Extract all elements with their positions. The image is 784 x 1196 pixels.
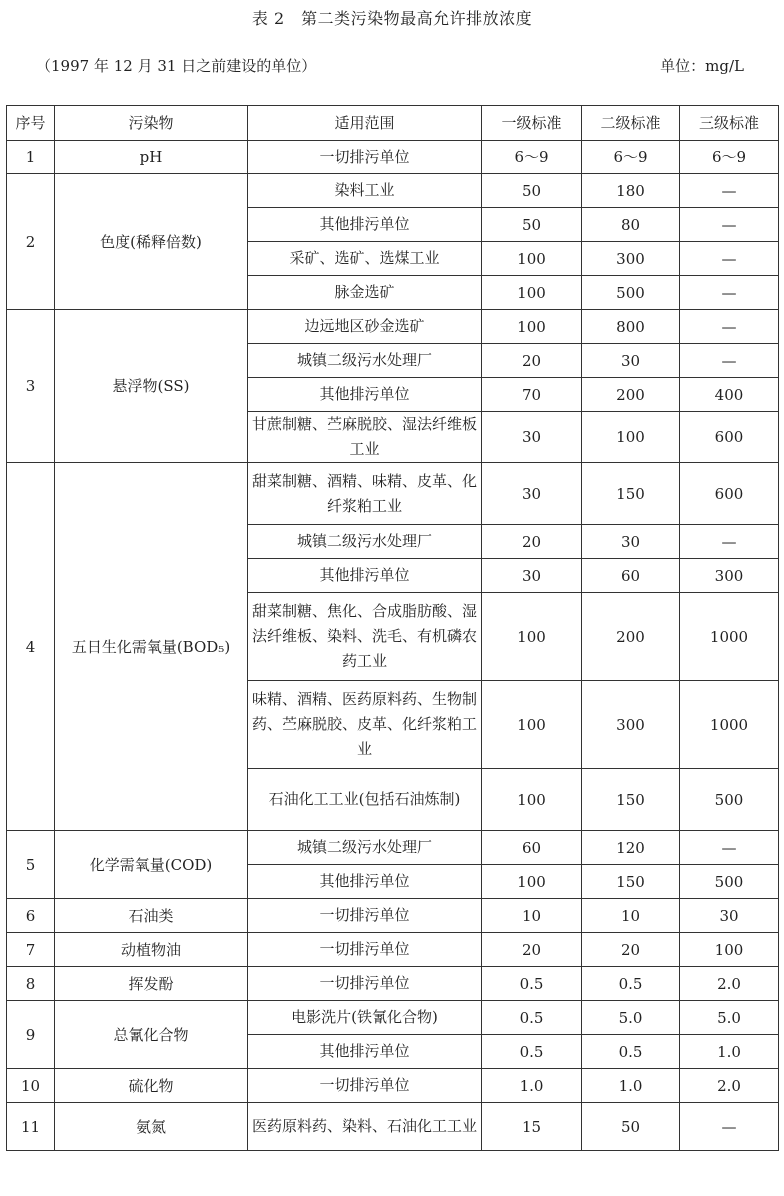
level1-cell: 100 [482,310,582,344]
table-row [7,1069,779,1103]
table-row [7,463,779,525]
level1-cell: 100 [482,865,582,899]
range-cell: 甘蔗制糖、苎麻脱胶、湿法纤维板工业 [248,412,482,463]
range-cell: 城镇二级污水处理厂 [248,831,482,865]
col-header-no: 序号 [7,106,55,141]
pollutant-cell: pH [55,141,248,174]
level2-cell: 150 [582,769,680,831]
range-cell: 一切排污单位 [248,141,482,174]
pollutant-cell: 色度(稀释倍数) [55,174,248,310]
level3-cell: — [680,174,779,208]
level1-cell: 60 [482,831,582,865]
pollutant-cell: 硫化物 [55,1069,248,1103]
row-number-cell: 1 [7,141,55,174]
table-header-row [7,106,779,141]
table-row [7,174,779,208]
table-row [7,831,779,865]
level3-cell: — [680,1103,779,1151]
range-cell: 味精、酒精、医药原料药、生物制药、苎麻脱胶、皮革、化纤浆粕工业 [248,681,482,769]
range-cell: 甜菜制糖、焦化、合成脂肪酸、湿法纤维板、染料、洗毛、有机磷农药工业 [248,593,482,681]
level2-cell: 200 [582,378,680,412]
level3-cell: — [680,344,779,378]
unit-label: 单位：mg/L [660,57,744,75]
level3-cell: 400 [680,378,779,412]
level2-cell: 300 [582,681,680,769]
range-cell: 其他排污单位 [248,1035,482,1069]
range-cell: 一切排污单位 [248,933,482,967]
level2-cell: 120 [582,831,680,865]
range-cell: 边远地区砂金选矿 [248,310,482,344]
level2-cell: 150 [582,463,680,525]
range-cell: 其他排污单位 [248,865,482,899]
level1-cell: 0.5 [482,967,582,1001]
level1-cell: 100 [482,681,582,769]
level3-cell: — [680,525,779,559]
level2-cell: 20 [582,933,680,967]
range-cell: 一切排污单位 [248,967,482,1001]
row-number-cell: 7 [7,933,55,967]
table-row [7,933,779,967]
level1-cell: 100 [482,769,582,831]
range-cell: 电影洗片(铁氰化合物) [248,1001,482,1035]
row-number-cell: 3 [7,310,55,463]
col-header-level2: 二级标准 [582,106,680,141]
row-number-cell: 8 [7,967,55,1001]
table-row [7,1001,779,1035]
level1-cell: 50 [482,174,582,208]
pollutant-cell: 氨氮 [55,1103,248,1151]
pollutant-cell: 化学需氧量(COD) [55,831,248,899]
row-number-cell: 4 [7,463,55,831]
level1-cell: 30 [482,412,582,463]
level2-cell: 5.0 [582,1001,680,1035]
level3-cell: 6～9 [680,141,779,174]
level3-cell: 1000 [680,593,779,681]
table-title: 表 2 第二类污染物最高允许排放浓度 [251,9,533,28]
range-cell: 城镇二级污水处理厂 [248,525,482,559]
level3-cell: — [680,831,779,865]
level3-cell: — [680,242,779,276]
level3-cell: 1000 [680,681,779,769]
table-body [7,141,779,1151]
level3-cell: 5.0 [680,1001,779,1035]
pollutant-standards-table [6,105,779,1151]
col-header-level1: 一级标准 [482,106,582,141]
level2-cell: 150 [582,865,680,899]
level1-cell: 100 [482,593,582,681]
level2-cell: 1.0 [582,1069,680,1103]
range-cell: 其他排污单位 [248,208,482,242]
row-number-cell: 10 [7,1069,55,1103]
range-cell: 一切排污单位 [248,1069,482,1103]
range-cell: 城镇二级污水处理厂 [248,344,482,378]
row-number-cell: 5 [7,831,55,899]
range-cell: 采矿、选矿、选煤工业 [248,242,482,276]
level2-cell: 200 [582,593,680,681]
level1-cell: 30 [482,559,582,593]
level3-cell: 600 [680,412,779,463]
table-row [7,310,779,344]
level1-cell: 20 [482,525,582,559]
level3-cell: 100 [680,933,779,967]
level1-cell: 0.5 [482,1001,582,1035]
pollutant-cell: 石油类 [55,899,248,933]
range-cell: 其他排污单位 [248,378,482,412]
level1-cell: 10 [482,899,582,933]
col-header-pollutant: 污染物 [55,106,248,141]
level3-cell: 300 [680,559,779,593]
level1-cell: 30 [482,463,582,525]
row-number-cell: 9 [7,1001,55,1069]
level2-cell: 100 [582,412,680,463]
range-cell: 医药原料药、染料、石油化工工业 [248,1103,482,1151]
row-number-cell: 6 [7,899,55,933]
level3-cell: — [680,310,779,344]
table-row [7,1103,779,1151]
row-number-cell: 2 [7,174,55,310]
level3-cell: 500 [680,769,779,831]
level3-cell: — [680,276,779,310]
pollutant-cell: 悬浮物(SS) [55,310,248,463]
level2-cell: 300 [582,242,680,276]
level3-cell: 2.0 [680,967,779,1001]
level1-cell: 6～9 [482,141,582,174]
level1-cell: 70 [482,378,582,412]
level2-cell: 30 [582,344,680,378]
level3-cell: 500 [680,865,779,899]
level3-cell: — [680,208,779,242]
level1-cell: 15 [482,1103,582,1151]
range-cell: 其他排污单位 [248,559,482,593]
level2-cell: 6～9 [582,141,680,174]
level3-cell: 600 [680,463,779,525]
table-subtitle: （1997 年 12 月 31 日之前建设的单位） [36,57,317,75]
table-row [7,899,779,933]
range-cell: 一切排污单位 [248,899,482,933]
level3-cell: 30 [680,899,779,933]
row-number-cell: 11 [7,1103,55,1151]
pollutant-cell: 挥发酚 [55,967,248,1001]
pollutant-cell: 总氰化合物 [55,1001,248,1069]
table-row [7,141,779,174]
level1-cell: 1.0 [482,1069,582,1103]
level1-cell: 100 [482,242,582,276]
table-row [7,967,779,1001]
level2-cell: 30 [582,525,680,559]
range-cell: 甜菜制糖、酒精、味精、皮革、化纤浆粕工业 [248,463,482,525]
level2-cell: 60 [582,559,680,593]
level2-cell: 50 [582,1103,680,1151]
range-cell: 染料工业 [248,174,482,208]
level2-cell: 10 [582,899,680,933]
level1-cell: 20 [482,344,582,378]
level3-cell: 2.0 [680,1069,779,1103]
level2-cell: 0.5 [582,967,680,1001]
range-cell: 石油化工工业(包括石油炼制) [248,769,482,831]
pollutant-cell: 五日生化需氧量(BOD₅) [55,463,248,831]
level2-cell: 180 [582,174,680,208]
level1-cell: 20 [482,933,582,967]
range-cell: 脉金选矿 [248,276,482,310]
level2-cell: 500 [582,276,680,310]
col-header-range: 适用范围 [248,106,482,141]
level2-cell: 0.5 [582,1035,680,1069]
level1-cell: 50 [482,208,582,242]
pollutant-cell: 动植物油 [55,933,248,967]
level1-cell: 100 [482,276,582,310]
level2-cell: 800 [582,310,680,344]
level3-cell: 1.0 [680,1035,779,1069]
col-header-level3: 三级标准 [680,106,779,141]
level2-cell: 80 [582,208,680,242]
level1-cell: 0.5 [482,1035,582,1069]
